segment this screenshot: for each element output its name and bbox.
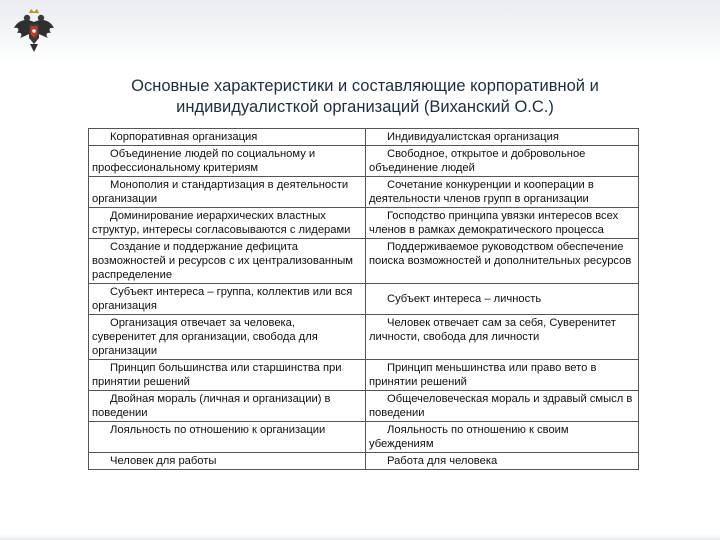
table-row bbox=[89, 177, 639, 208]
table-cell: Субъект интереса – личность bbox=[366, 284, 639, 315]
table-cell: Работа для человека bbox=[366, 453, 639, 470]
table-row bbox=[89, 146, 639, 177]
table-cell: Монополия и стандартизация в деятельности организации bbox=[89, 177, 366, 208]
table-cell: Человек для работы bbox=[89, 453, 366, 470]
table-cell: Объединение людей по социальному и профессиональному критериям bbox=[89, 146, 366, 177]
table-cell: Общечеловеческая мораль и здравый смысл в поведении bbox=[366, 391, 639, 422]
table-cell: Организация отвечает за человека, суверенитет для организации, свобода для организации bbox=[89, 315, 366, 360]
table-cell: Создание и поддержание дефицита возможностей и ресурсов с их централизованным распределение bbox=[89, 239, 366, 284]
table-row bbox=[89, 284, 639, 315]
table-cell: Человек отвечает сам за себя, Суверенитет личности, свобода для личности bbox=[366, 315, 639, 360]
page-title bbox=[80, 76, 650, 118]
title-line-1: Основные характеристики и составляющие корпоративной и bbox=[131, 77, 599, 95]
table-cell: Принцип большинства или старшинства при принятии решений bbox=[89, 360, 366, 391]
table-cell: Лояльность по отношению к организации bbox=[89, 422, 366, 453]
table-cell: Лояльность по отношению к своим убеждениям bbox=[366, 422, 639, 453]
table-cell: Двойная мораль (личная и организации) в поведении bbox=[89, 391, 366, 422]
table-cell: Свободное, открытое и добровольное объединение людей bbox=[366, 146, 639, 177]
table-row bbox=[89, 391, 639, 422]
table-row bbox=[89, 422, 639, 453]
header-cell-individualist: Индивидуалистская организация bbox=[366, 129, 639, 146]
table-row bbox=[89, 315, 639, 360]
table-row bbox=[89, 453, 639, 470]
title-line-2: индивидуалисткой организаций (Виханский О.С.) bbox=[176, 98, 554, 116]
table-cell: Принцип меньшинства или право вето в принятии решений bbox=[366, 360, 639, 391]
table-cell: Субъект интереса – группа, коллектив или вся организация bbox=[89, 284, 366, 315]
footer-band bbox=[0, 534, 720, 540]
table-cell: Доминирование иерархических властных структур, интересы согласовываются с лидерами bbox=[89, 208, 366, 239]
header-cell-corporate: Корпоративная организация bbox=[89, 129, 366, 146]
table-cell: Господство принципа увязки интересов всех членов в рамках демократического процесса bbox=[366, 208, 639, 239]
header-band bbox=[0, 0, 720, 62]
comparison-table bbox=[88, 128, 639, 470]
table-cell: Сочетание конкуренции и кооперации в деятельности членов групп в организации bbox=[366, 177, 639, 208]
table-header-row bbox=[89, 129, 639, 146]
table-row bbox=[89, 360, 639, 391]
table-cell: Поддерживаемое руководством обеспечение поиска возможностей и дополнительных ресурсов bbox=[366, 239, 639, 284]
double-headed-eagle-emblem-icon bbox=[12, 8, 56, 54]
table-row bbox=[89, 239, 639, 284]
table-row bbox=[89, 208, 639, 239]
